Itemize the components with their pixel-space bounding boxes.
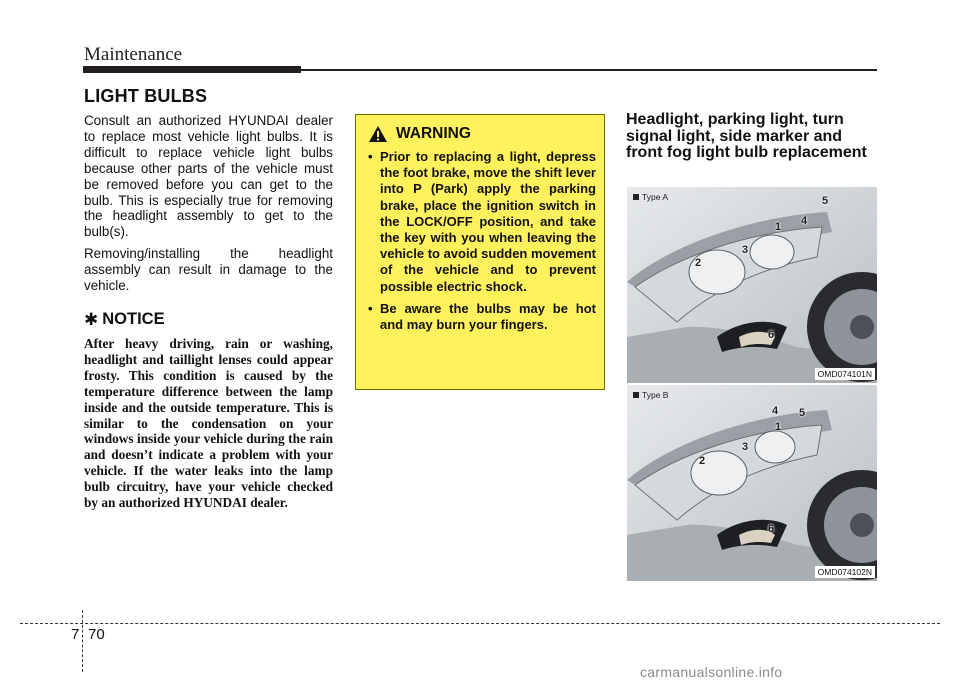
intro-paragraph-2: Removing/installing the headlight assembly can result in damage to the vehicle.	[84, 246, 333, 294]
intro-paragraph-1: Consult an authorized HYUNDAI dealer to replace most vehicle light bulbs. It is difficult to replace vehicle light bulbs because other parts of the vehicle must be removed before you can get to the bulb. This is especially true for removing the headlight assembly to get to the bulb(s).	[84, 113, 333, 240]
warning-heading	[368, 125, 604, 143]
notice-star-icon: ✱	[84, 309, 99, 329]
footer-rule	[20, 623, 940, 624]
page-number: 70	[88, 626, 105, 643]
warning-triangle-icon	[368, 125, 388, 143]
headlight-figure-type-a	[627, 187, 877, 383]
footer-divider	[82, 610, 83, 672]
left-column	[84, 113, 333, 511]
figure-code: OMD074101N	[815, 368, 875, 380]
notice-heading	[84, 310, 333, 330]
warning-item: • Prior to replacing a light, depress the foot brake, move the shift lever into P (Park) apply the parking brake, place the ignition switch in the LOCK/OFF position, and take the key with you when leaving the vehicle to avoid sudden movement of the vehicle and to prevent possible electric shock.	[368, 149, 596, 295]
figure-type-label	[633, 192, 668, 202]
notice-body: After heavy driving, rain or washing, headlight and taillight lenses could appear frosty. This condition is caused by the temperature difference between the lamp inside and the outside temperature. This is similar to the condensation on your windows inside your vehicle during the rain and doesn’t indicate a problem with your vehicle. If the water leaks into the lamp bulb circuitry, have your vehicle checked by an authorized HYUNDAI dealer.	[84, 335, 333, 511]
callout-1: 1	[775, 421, 782, 433]
callout-3: 3	[742, 244, 749, 256]
callout-6: 6	[768, 329, 775, 341]
headlight-section-title: Headlight, parking light, turn signal light, side marker and front fog light bulb replacement	[626, 111, 867, 161]
warning-item: • Be aware the bulbs may be hot and may burn your fingers.	[368, 301, 596, 333]
figure-type-text: Type B	[642, 390, 669, 400]
square-bullet-icon	[633, 392, 639, 398]
header-rule-thick	[83, 66, 301, 73]
square-bullet-icon	[633, 194, 639, 200]
callout-6: 6	[768, 523, 775, 535]
headlight-illustration	[627, 385, 877, 581]
running-header-title: Maintenance	[84, 44, 183, 65]
callout-4: 4	[772, 405, 779, 417]
callout-3: 3	[742, 441, 749, 453]
callout-5: 5	[822, 195, 829, 207]
warning-list	[356, 149, 604, 333]
callout-5: 5	[799, 407, 806, 419]
header-rule-thin	[301, 69, 877, 71]
headlight-illustration	[627, 187, 877, 383]
warning-title: WARNING	[396, 125, 471, 142]
notice-title: NOTICE	[102, 310, 165, 329]
callout-2: 2	[695, 257, 702, 269]
section-title: LIGHT BULBS	[84, 86, 208, 106]
callout-2: 2	[699, 455, 706, 467]
headlight-figure-type-b	[627, 385, 877, 581]
warning-box	[355, 114, 605, 390]
chapter-number: 7	[71, 626, 80, 643]
figure-type-text: Type A	[642, 192, 668, 202]
watermark-link[interactable]: carmanualsonline.info	[640, 664, 783, 680]
figure-type-label	[633, 390, 668, 400]
callout-1: 1	[775, 221, 782, 233]
callout-4: 4	[801, 215, 808, 227]
figure-code: OMD074102N	[815, 566, 875, 578]
